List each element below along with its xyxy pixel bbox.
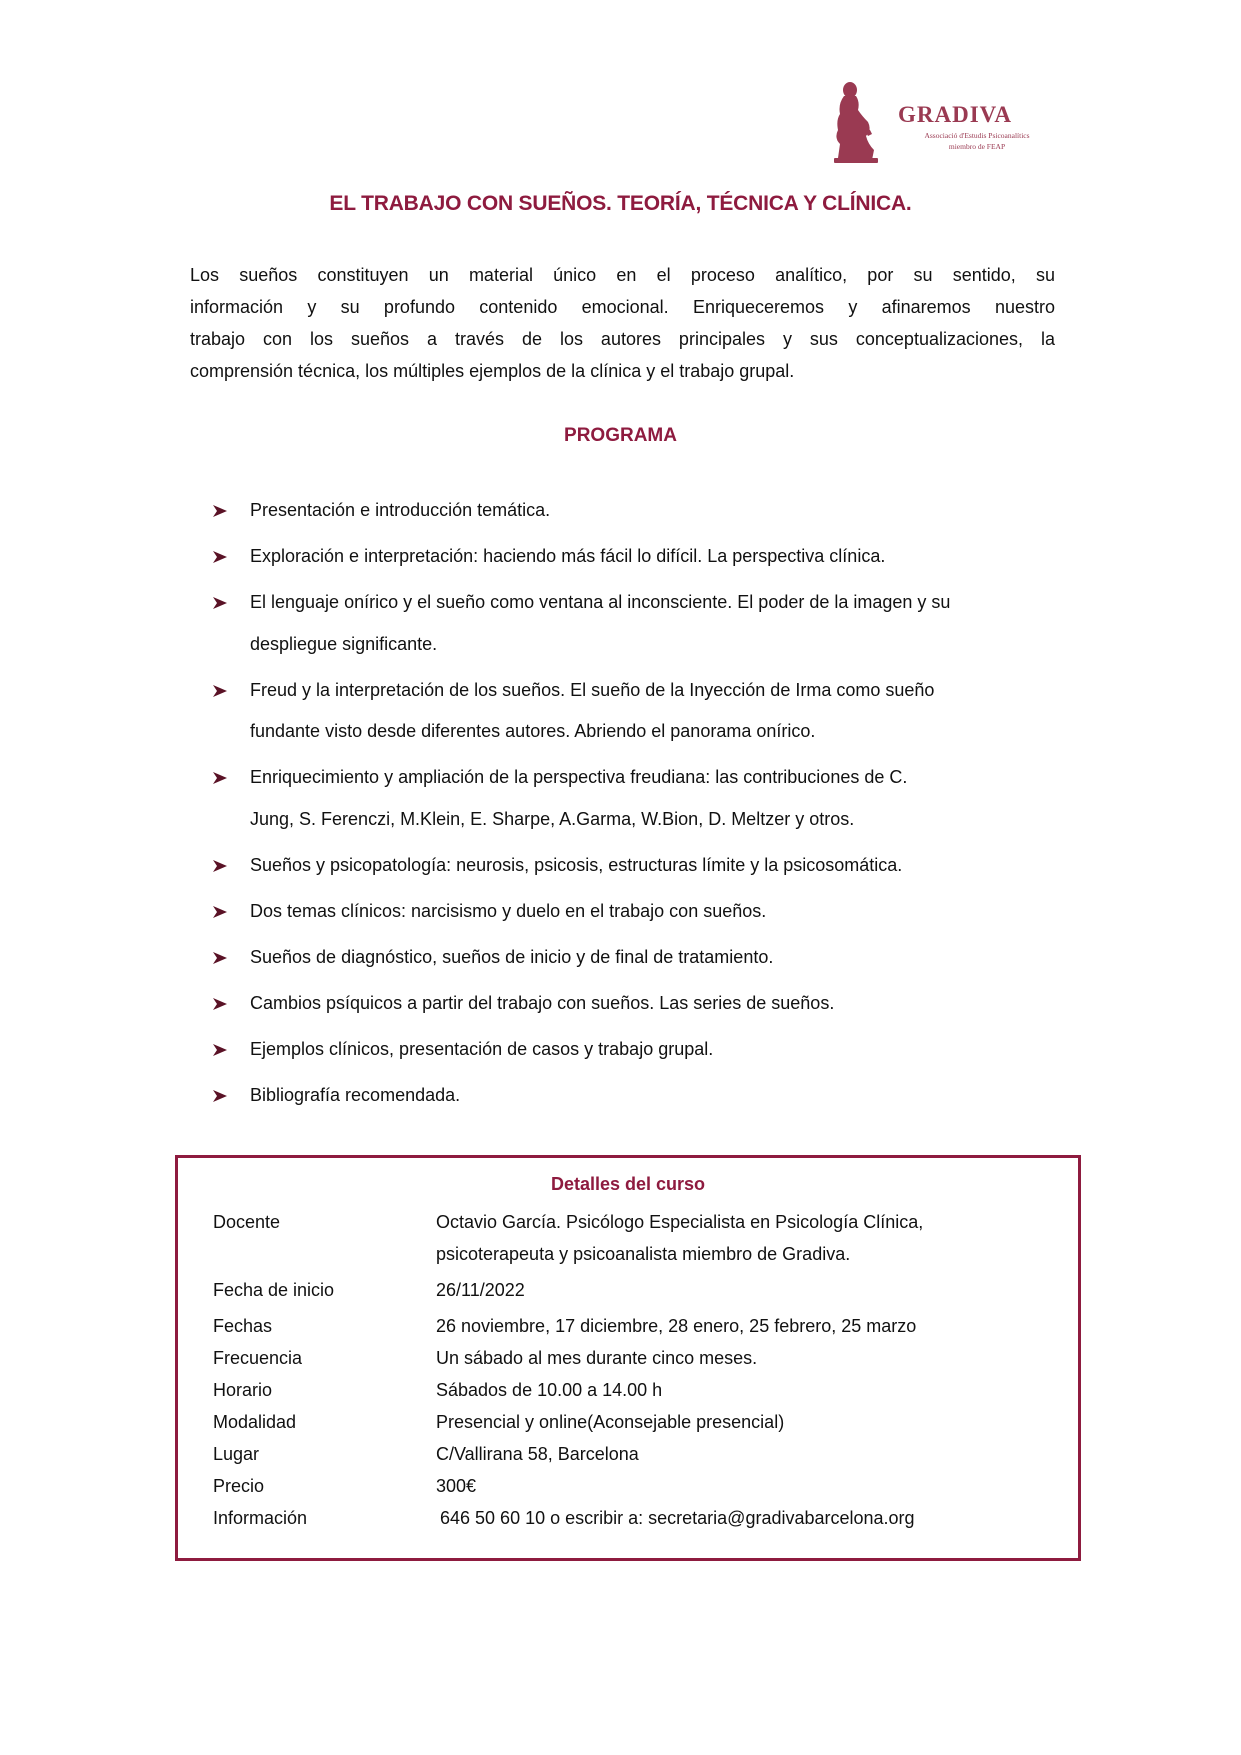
gradiva-logo [828, 80, 1068, 164]
program-item [212, 1029, 1062, 1071]
arrowhead-bullet-icon [212, 951, 228, 965]
program-item-text: Freud y la interpretación de los sueños. El sueño de la Inyección de Irma como sueño [250, 679, 935, 700]
details-row [213, 1502, 1073, 1534]
arrowhead-bullet-icon [212, 684, 228, 698]
details-label: Docente [213, 1212, 281, 1232]
details-value-line: Presencial y online(Aconsejable presencial) [436, 1412, 785, 1432]
program-item [212, 490, 1062, 532]
details-value-line: Sábados de 10.00 a 14.00 h [436, 1380, 663, 1400]
program-item-text: Bibliografía recomendada. [250, 1084, 461, 1105]
program-item [212, 983, 1062, 1025]
details-value [436, 1374, 1073, 1406]
program-item [212, 757, 1062, 840]
arrowhead-bullet-icon [212, 1089, 228, 1103]
program-item-text: Enriquecimiento y ampliación de la perspectiva freudiana: las contribuciones de C. [250, 767, 908, 787]
details-row [213, 1374, 1073, 1406]
details-label: Frecuencia [213, 1348, 303, 1368]
seated-figure-icon [828, 80, 884, 164]
arrowhead-bullet-icon [212, 997, 228, 1011]
program-item [212, 1075, 1062, 1117]
logo-membership: miembro de FEAP [948, 142, 1006, 151]
details-value [436, 1274, 1073, 1306]
details-heading: Detalles del curso [550, 1174, 706, 1194]
course-details-box [175, 1155, 1081, 1561]
details-value-line: 26/11/2022 [436, 1280, 525, 1300]
details-label: Horario [213, 1380, 273, 1400]
program-item-text: despliegue significante. [250, 633, 438, 654]
program-item-text: Sueños y psicopatología: neurosis, psicosis, estructuras límite y la psicosomática. [250, 854, 903, 875]
details-label: Información [213, 1508, 308, 1528]
program-item-text: Cambios psíquicos a partir del trabajo con sueños. Las series de sueños. [250, 992, 835, 1013]
arrowhead-bullet-icon [212, 1043, 228, 1057]
arrowhead-bullet-icon [212, 859, 228, 873]
arrowhead-bullet-icon [212, 596, 228, 610]
logo-name: GRADIVA [898, 102, 1012, 127]
details-row [213, 1470, 1073, 1502]
details-label: Fecha de inicio [213, 1280, 335, 1300]
details-value [436, 1310, 1073, 1342]
program-item-text: El lenguaje onírico y el sueño como ventana al inconsciente. El poder de la imagen y su [250, 592, 951, 612]
program-item-text: Dos temas clínicos: narcisismo y duelo en el trabajo con sueños. [250, 900, 767, 921]
details-value-line: 26 noviembre, 17 diciembre, 28 enero, 25 febrero, 25 marzo [436, 1316, 917, 1336]
program-item-text: Exploración e interpretación: haciendo más fácil lo difícil. La perspectiva clínica. [250, 546, 886, 566]
arrowhead-bullet-icon [212, 550, 228, 564]
program-item [212, 891, 1062, 933]
details-value-line: 646 50 60 10 o escribir a: secretaria@gradivabarcelona.org [440, 1508, 915, 1528]
details-value-line: C/Vallirana 58, Barcelona [436, 1444, 639, 1464]
program-item-text: Presentación e introducción temática. [250, 500, 551, 520]
details-row [213, 1310, 1073, 1342]
details-row [213, 1342, 1073, 1374]
details-value [436, 1438, 1073, 1470]
intro-line: trabajo con los sueños a través de los autores principales y sus conceptualizaciones, la [190, 329, 1055, 349]
details-row [213, 1438, 1073, 1470]
program-heading: PROGRAMA [564, 425, 677, 446]
details-label: Modalidad [213, 1412, 297, 1432]
arrowhead-bullet-icon [212, 504, 228, 518]
details-value-line: psicoterapeuta y psicoanalista miembro de Gradiva. [436, 1244, 851, 1264]
logo-subtitle: Associació d'Estudis Psicoanalítics [924, 131, 1030, 140]
program-item-text: fundante visto desde diferentes autores. Abriendo el panorama onírico. [250, 721, 816, 741]
details-value [436, 1342, 1073, 1374]
page-title: EL TRABAJO CON SUEÑOS. TEORÍA, TÉCNICA Y CLÍNICA. [329, 192, 912, 215]
program-item [212, 937, 1062, 979]
details-row [213, 1406, 1073, 1438]
arrowhead-bullet-icon [212, 905, 228, 919]
intro-line: comprensión técnica, los múltiples ejemplos de la clínica y el trabajo grupal. [190, 361, 795, 381]
intro-line: información y su profundo contenido emocional. Enriqueceremos y afinaremos nuestro [190, 297, 1055, 317]
details-label: Precio [213, 1476, 265, 1496]
details-value-line: Octavio García. Psicólogo Especialista en Psicología Clínica, [436, 1212, 924, 1232]
details-row [213, 1206, 1073, 1270]
program-item [212, 670, 1062, 753]
details-row [213, 1274, 1073, 1306]
details-value [436, 1406, 1073, 1438]
program-item-text: Sueños de diagnóstico, sueños de inicio y de final de tratamiento. [250, 946, 774, 967]
program-item-text: Jung, S. Ferenczi, M.Klein, E. Sharpe, A.Garma, W.Bion, D. Meltzer y otros. [250, 808, 855, 829]
intro-paragraph [190, 259, 1055, 387]
details-table [213, 1206, 1073, 1534]
details-label: Lugar [213, 1444, 260, 1464]
program-item [212, 845, 1062, 887]
program-item [212, 582, 1062, 665]
details-value [436, 1206, 1073, 1270]
details-value [436, 1470, 1073, 1502]
details-value-line: 300€ [436, 1476, 477, 1496]
program-item-text: Ejemplos clínicos, presentación de casos y trabajo grupal. [250, 1038, 714, 1059]
details-value [440, 1502, 1073, 1534]
intro-line: Los sueños constituyen un material único en el proceso analítico, por su sentido, su [190, 265, 1055, 285]
program-item [212, 536, 1062, 578]
details-label: Fechas [213, 1316, 273, 1336]
details-value-line: Un sábado al mes durante cinco meses. [436, 1348, 758, 1368]
arrowhead-bullet-icon [212, 771, 228, 785]
program-list [212, 490, 1062, 1121]
